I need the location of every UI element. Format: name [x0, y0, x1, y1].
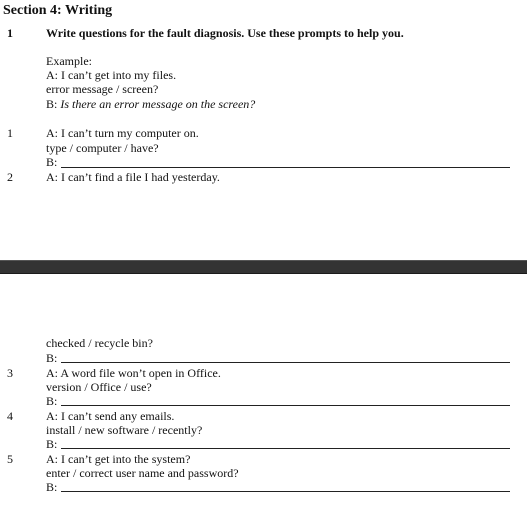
item-3-line-b: B: — [46, 394, 58, 408]
item-1-line-a: A: I can’t turn my computer on. — [46, 126, 199, 140]
page-break-divider — [0, 260, 527, 274]
item-4-answer-line[interactable] — [61, 448, 510, 449]
example-line-b — [46, 97, 255, 112]
item-1-prompt: type / computer / have? — [46, 141, 159, 155]
item-5-line-a: A: I can’t get into the system? — [46, 452, 191, 466]
item-3-answer-line[interactable] — [61, 405, 510, 406]
item-2-answer-line[interactable] — [61, 362, 510, 363]
item-5-answer-line[interactable] — [61, 491, 510, 492]
item-4-line-b: B: — [46, 437, 58, 451]
item-2-prompt: checked / recycle bin? — [46, 336, 153, 350]
example-prompt: error message / screen? — [46, 82, 159, 96]
item-3-number: 3 — [7, 366, 13, 380]
item-4-line-a: A: I can’t send any emails. — [46, 409, 175, 423]
item-2-line-a: A: I can’t find a file I had yesterday. — [46, 170, 220, 184]
item-3-line-a: A: A word file won’t open in Office. — [46, 366, 221, 380]
item-5-prompt: enter / correct user name and password? — [46, 466, 239, 480]
task-instruction: Write questions for the fault diagnosis. Use these prompts to help you. — [46, 26, 404, 40]
item-5-line-b: B: — [46, 480, 58, 494]
item-2-number: 2 — [7, 170, 13, 184]
example-b-answer: Is there an error message on the screen? — [60, 97, 256, 111]
section-title: Section 4: Writing — [3, 3, 113, 18]
item-1-answer-line[interactable] — [61, 167, 510, 168]
item-4-number: 4 — [7, 409, 13, 423]
item-2-line-b: B: — [46, 351, 58, 365]
example-line-a: A: I can’t get into my files. — [46, 68, 177, 82]
task-number: 1 — [7, 26, 13, 40]
item-5-number: 5 — [7, 452, 13, 466]
example-label: Example: — [46, 54, 92, 68]
example-b-prefix: B: — [46, 97, 58, 111]
item-1-number: 1 — [7, 126, 13, 140]
item-3-prompt: version / Office / use? — [46, 380, 152, 394]
item-1-line-b: B: — [46, 155, 58, 169]
item-4-prompt: install / new software / recently? — [46, 423, 203, 437]
